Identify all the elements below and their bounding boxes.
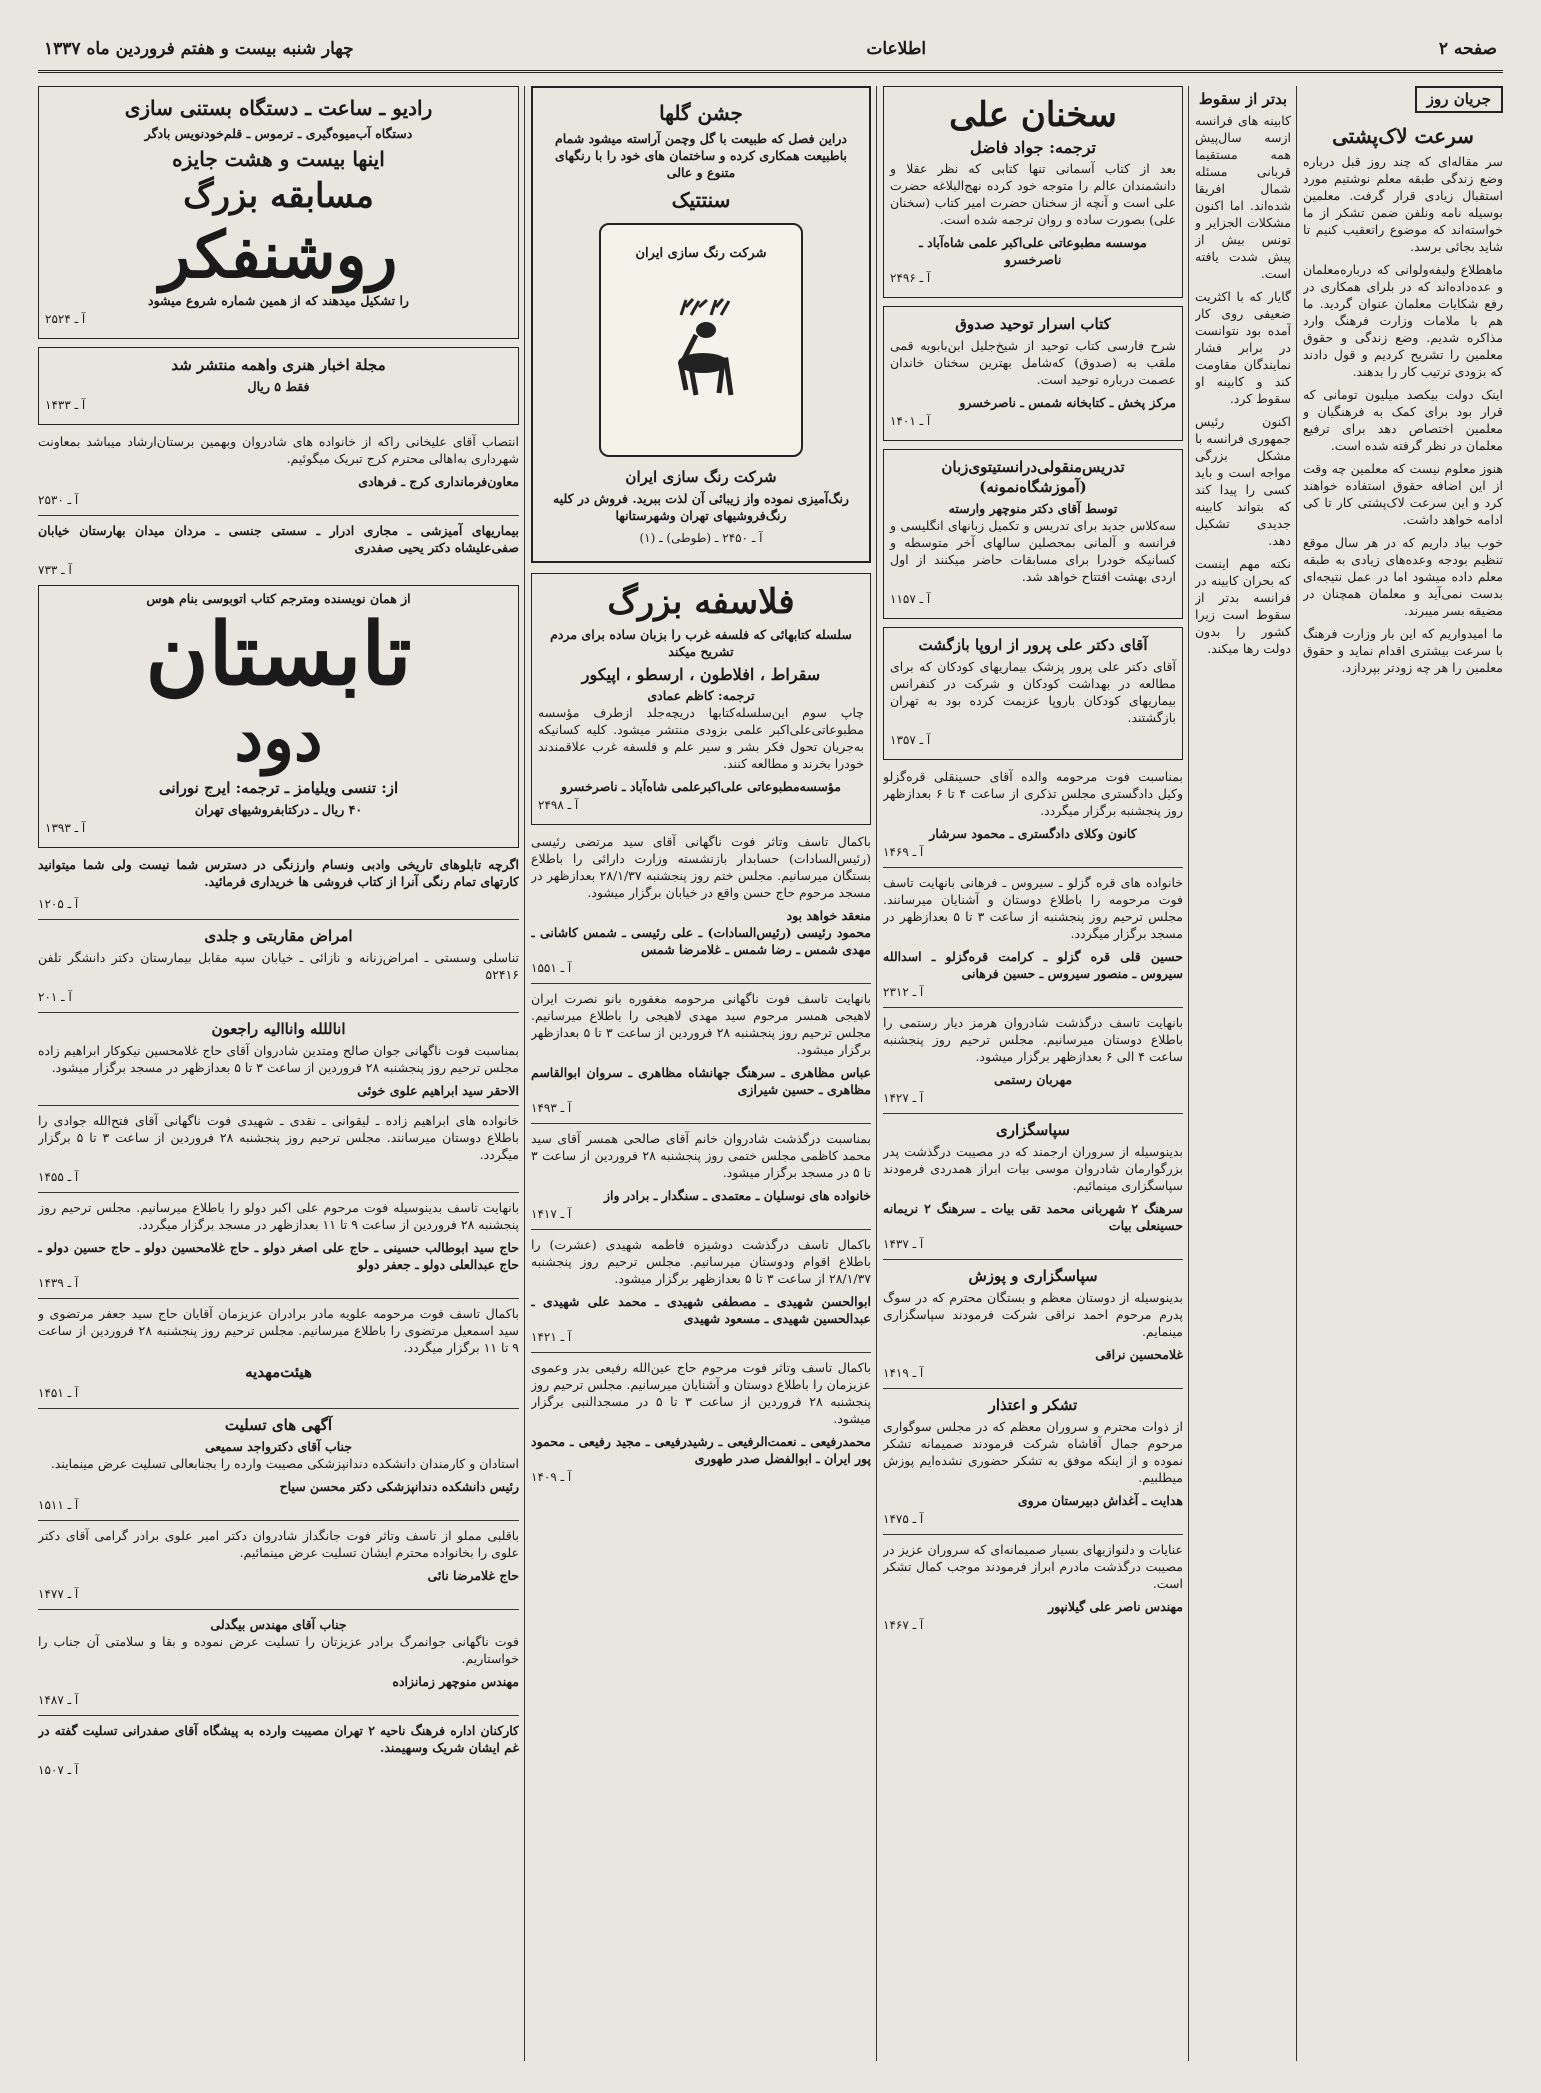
book-ad-tawhid <box>883 306 1183 441</box>
obituary-notice: بانهایت تاسف درگذشت شادروان هرمز دیار رستمی را باطلاع دوستان میرسانیم. مجلس ترحیم روز پنجشنبه ساعت ۴ الی ۶ بعدازظهر برگزار میشود. <box>883 1015 1183 1064</box>
postcard-ad: اگرچه تابلوهای تاریخی وادبی ونسام وارزنگی در دسترس شما نیست ولی شما میتوانید کارتهای تمام رنگی آنرا از کتاب فروشی ها خریداری فرمائید. <box>38 857 519 889</box>
ad-reference: آ ـ ۱۴۶۹ <box>883 845 924 859</box>
analysis-title: بدتر از سقوط <box>1198 90 1288 108</box>
ad-headline: مجلة اخبار هنری واهمه منتشر شد <box>171 356 386 374</box>
separator <box>883 1388 1183 1389</box>
novel-title: تابستان <box>145 604 412 705</box>
art-magazine-ad <box>38 347 519 425</box>
ad-reference: آ ـ ۲۴۹۸ <box>538 798 579 812</box>
clinic-title: امراض مقاربتی و جلدی <box>204 927 353 945</box>
ad-reference: آ ـ ۲۰۱ <box>38 990 72 1004</box>
stag-icon <box>651 295 751 415</box>
ad-reference: آ ـ ۲۴۹۶ <box>890 271 931 285</box>
obituary-notice: بمناسبت فوت مرحومه والده آقای حسینقلی قره‌گزلو وکیل دادگستری مجلس تذکری از ساعت ۴ تا ۶ بعدازظهر روز پنجشنبه برگزار میگردد. <box>883 769 1183 818</box>
separator <box>38 515 519 516</box>
obituary-notice: باکمال تاسف درگذشت دوشیزه فاطمه شهیدی (عشرت) را باطلاع اقوام ودوستان میرسانیم. مجلس ترحیم روز پنجشنبه ۲۸/۱/۳۷ از ساعت ۳ تا ۵ بعدازظهر برگزار میشود. <box>531 1237 871 1286</box>
notice-title: تشکر و اعتذار <box>988 1396 1078 1414</box>
column-classifieds <box>38 86 519 2061</box>
notice-signature: مهندس منوچهر زمانزاده <box>392 1674 519 1689</box>
separator <box>38 1298 519 1299</box>
ad-reference: آ ـ ۲۴۵۰ ـ (طوطی) ـ (۱) <box>639 531 763 545</box>
ad-subtitle: توسط آقای دکتر منوچهر وارسته <box>948 501 1118 516</box>
paint-advertisement <box>531 86 871 563</box>
editorial-paragraph: خوب بیاد داریم که در هر سال موقع تنظیم بودجه وعده‌های زیادی به طبقه معلم داده میشود اما در عمل نتیجه‌ای بدست نمی‌آید و معلمان همچنان در مضیقه بسر میبرند. <box>1303 535 1503 618</box>
obituary-notice: باکمال تاسف فوت مرحومه علویه مادر برادران عزیزمان آقایان حاج سید جعفر مرتضوی و سید اسمعیل مرتضوی را باطلاع میرسانیم. مجلس ترحیم روز پنجشنبه ۲۸ فروردین از ساعت ۹ تا ۱۱ برگزار میگردد. <box>38 1306 519 1355</box>
book-title: فلاسفه بزرگ <box>607 582 795 622</box>
separator <box>38 1715 519 1716</box>
notice-signature: مهندس ناصر علی گیلانپور <box>1048 1599 1183 1614</box>
analysis-paragraph: گایار که با اکثریت ضعیفی روی کار آمده بود نتوانست در برابر فشار نمایندگان مقاومت کند و کابینه او سقوط کرد. <box>1195 289 1291 406</box>
separator <box>38 919 519 920</box>
novel-title-second: دود <box>234 701 323 776</box>
ad-reference: آ ـ ۱۱۵۷ <box>890 592 931 606</box>
column-rule <box>524 86 525 2061</box>
novel-ad <box>38 585 519 848</box>
obituary-notice: بمناسبت فوت ناگهانی جوان صالح ومتدین شادروان آقای حاج غلامحسین نیکوکار ابراهیم زاده مجلس ترحیم روز پنجشنبه ۲۸ فروردین از ساعت ۳ تا ۵ بعدازظهر در مسجد برگزار میشود. <box>38 1043 519 1075</box>
notice-title: سپاسگزاری و پوزش <box>968 1267 1098 1285</box>
ad-price: فقط ۵ ریال <box>247 379 310 394</box>
editorial-paragraph: هنوز معلوم نیست که معلمین چه وقت از این اضافه حقوق استفاده خواهند کرد و این سرعت لاک‌پشتی کار تا کی ادامه خواهد داشت. <box>1303 461 1503 527</box>
notice-extra: منعقد خواهد بود <box>786 908 871 923</box>
notice-signature: مهربان رستمی <box>993 1072 1073 1087</box>
book-title: کتاب اسرار توحید صدوق <box>955 315 1111 333</box>
editorial-paragraph: اینک دولت بیکصد میلیون تومانی که قرار بود برای کمک به فرهنگیان و معلمین اختصاص دهد برای ترفیع معلمان در نظر گرفته شده است. <box>1303 387 1503 453</box>
separator <box>38 1105 519 1106</box>
notice-title: جناب آقای مهندس بیگدلی <box>210 1617 347 1632</box>
book-translator: ترجمه: کاظم عمادی <box>647 688 755 703</box>
issue-date: چهار شنبه بیست و هفتم فروردین ماه ۱۳۳۷ <box>44 39 354 59</box>
notice-signature: محمدرفیعی ـ نعمت‌الرفیعی ـ رشیدرفیعی ـ مجید رفیعی ـ محمود پور ایران ـ ابوالفضل صدر طهوری <box>531 1434 871 1466</box>
newspaper-page <box>38 28 1503 2068</box>
ad-reference: آ ـ ۲۵۲۴ <box>45 312 86 326</box>
notice-title: آگهی های تسلیت <box>224 1416 333 1434</box>
obituary-notice: خانواده های ابراهیم زاده ـ لیقوانی ـ نقدی ـ شهیدی فوت ناگهانی آقای فتح‌الله جوادی را باطلاع دوستان میرسانند. مجلس ترحیم روز پنجشنبه ۲۸ فروردین از ساعت ۳ تا ۵ برگزار میگردد. <box>38 1113 519 1162</box>
ad-reference: آ ـ ۱۴۵۱ <box>38 1386 79 1400</box>
ad-reference: آ ـ ۱۳۵۷ <box>890 733 931 747</box>
analysis-paragraph: کابینه های فرانسه ازسه سال‌پیش همه مستقیما قربانی مسئله شمال افریقا شده‌اند. اما اکنون مشکلات الجزایر و تونس بیش از پیش شدت یافته است. <box>1195 113 1291 281</box>
obituary-notice: خانواده های قره گزلو ـ سیروس ـ فرهانی بانهایت تاسف فوت مرحومه را باطلاع دوستان و آشنایان میرسانند. مجلس ترحیم روز پنجشنبه از ساعت ۳ تا ۵ بعدازظهر در مسجد برگزار میگردد. <box>883 875 1183 941</box>
book-ad-sokhanan-ali <box>883 86 1183 298</box>
ad-reference: آ ـ ۱۴۱۷ <box>531 1207 572 1221</box>
notice-signature: الاحقر سید ابراهیم علوی خوئی <box>357 1083 519 1098</box>
separator <box>883 1534 1183 1535</box>
ad-footer: رنگ‌آمیزی نموده واز زیبائی آن لذت ببرید. فروش در کلیه رنگ‌فروشیهای تهران وشهرستانها <box>553 491 849 523</box>
notice-title: سپاسگزاری <box>996 1121 1070 1139</box>
company-name: شرکت رنگ سازی ایران <box>625 468 777 486</box>
editorial-title: سرعت لاک‌پشتی <box>1332 124 1474 148</box>
notice-signature: حاج غلامرضا نائی <box>427 1568 519 1583</box>
notice-signature: سرهنگ ۲ شهربانی محمد تقی بیات ـ سرهنگ ۲ نریمانه حسینعلی بیات <box>883 1201 1183 1233</box>
novel-price: ۴۰ ریال ـ درکتابفروشیهای تهران <box>194 802 363 817</box>
can-label: شرکت رنگ سازی ایران <box>635 246 767 261</box>
notice-signature: هیئت‌مهدیه <box>245 1363 312 1381</box>
ad-reference: آ ـ ۱۴۷۵ <box>883 1512 924 1526</box>
condolence-notice: استادان و کارمندان دانشکده دندانپزشکی مصیبت وارده را بجنابعالی تسلیت عرض مینمایند. <box>50 1456 519 1471</box>
column-editorial <box>1303 86 1503 2061</box>
separator <box>531 1352 871 1353</box>
separator <box>531 1229 871 1230</box>
clinic-ad: تناسلی وسستی ـ امراض‌زنانه و نازائی ـ خیابان سپه مقابل بیمارستان دکتر دانشگر تلفن ۵۲۴۱۶ <box>38 950 519 982</box>
analysis-paragraph: نکته مهم اینست که بحران کابینه در فرانسه بدتر از سقوط است زیرا کشور را بدون دولت رها میکند. <box>1195 556 1291 656</box>
ad-contest: مسابقه بزرگ <box>183 176 374 216</box>
ad-text: دراین فصل که طبیعت با گل وچمن آراسته میشود شمام باطبیعت همکاری کرده و ساختمان های خود را با رنگهای متنوع و عالی <box>554 131 848 180</box>
obituary-notice: بانهایت تاسف فوت ناگهانی مرحومه مغفوره بانو نصرت ایران لاهیجی همسر مرحوم سید مهدی لاهیجی را باطلاع میرسانیم. مجلس ترحیم روز پنجشنبه ۲۸ فروردین از ساعت ۳ تا ۵ بعدازظهر برگزار میشود. <box>531 991 871 1057</box>
book-description: بعد از کتاب آسمانی تنها کتابی که نظر عقلا و دانشمندان عالم را متوجه خود کرده نهج‌البلاغه حضرت علی است و آنچه از سخنان حضرت امیر کتاب (سخنان علی) بصورت ساده و روان ترجمه شده است. <box>890 161 1176 227</box>
ad-reference: آ ـ ۱۵۱۱ <box>38 1498 79 1512</box>
ad-reference: آ ـ ۱۴۰۱ <box>890 414 931 428</box>
notice-signature: کانون وکلای دادگستری ـ محمود سرشار <box>929 826 1137 841</box>
editorial-paragraph: سر مقاله‌ای که چند روز قبل درباره وضع زندگی طبقه معلم نوشتیم مورد استقبال زیادی قرار گرفت. معلمین بوسیله نامه ونلفن ضمن تشکر از ما خواسته‌اند که موضوع راتعقیب کنیم تا شاید بجائی برسد. <box>1303 154 1503 254</box>
thanks-notice: بدینوسیله از سروران ارجمند که در مصیبت درگذشت پدر بزرگوارمان شادروان موسی بیات ابراز همدردی فرمودند سپاسگزاری مینمائیم. <box>883 1144 1183 1193</box>
ad-reference: آ ـ ۱۴۲۷ <box>883 1091 924 1105</box>
column-rule <box>876 86 877 2061</box>
notice-title: آقای دکتر علی پرور از اروپا بازگشت <box>918 636 1148 654</box>
notice-title: اناللله وانااليه راجعون <box>211 1020 346 1038</box>
brand-name: سنتتیک <box>671 188 731 212</box>
ad-title: تدریس‌منقولی‌در‌انستیتوی‌زبان (آموزشگاه‌نمونه) <box>941 458 1125 496</box>
separator <box>883 867 1183 868</box>
column-rule <box>1296 86 1297 2061</box>
ad-reference: آ ـ ۱۴۰۹ <box>531 1470 572 1484</box>
ad-reference: آ ـ ۲۵۳۰ <box>38 493 79 507</box>
book-description: شرح فارسی کتاب توحید از شیخ‌جلیل ابن‌بابویه قمی ملقب به (صدوق) که‌شامل بهترین سخنان خاندان عصمت درباره توحید است. <box>890 338 1176 387</box>
ad-reference: آ ـ ۱۵۰۷ <box>38 1763 79 1777</box>
ad-reference: آ ـ ۱۴۳۹ <box>38 1276 79 1290</box>
thanks-notice: از ذوات محترم و سروران معظم که در مجلس سوگواری مرحوم جمال آقاشاه شرکت فرمودند صمیمانه تشکر نموده و از اینکه موفق به تشکر حضوری نشده‌ایم پوزش میطلبیم. <box>883 1419 1183 1485</box>
ad-reference: آ ـ ۱۴۹۳ <box>531 1101 572 1115</box>
book-ad-philosophers <box>531 573 871 825</box>
language-institute-ad <box>883 449 1183 619</box>
notice-signature: غلامحسین نراقی <box>1095 1347 1183 1362</box>
clinic-ad: بیماریهای آمیزشی ـ مجاری ادرار ـ سستی جنسی ـ مردان میدان بهارستان خیابان صفی‌علیشاه دکتر یحیی صفدری <box>38 523 519 555</box>
paper-name: اطلاعات <box>866 39 927 59</box>
notice-subtitle: جناب آقای دکترواجد سمیعی <box>204 1439 353 1454</box>
column-analysis <box>1195 86 1291 2061</box>
novel-author: از: تنسی ویلیامز ـ ترجمه: ایرج نورانی <box>158 779 399 797</box>
separator <box>883 1007 1183 1008</box>
ad-reference: آ ـ ۱۲۰۵ <box>38 897 79 911</box>
editorial-paragraph: ما امیدواریم که این بار وزارت فرهنگ با سرعت بیشتری اقدام نماید و حقوق معلمین را هر چه زودتر بپردازد. <box>1303 626 1503 675</box>
column-rule <box>1188 86 1189 2061</box>
book-details: چاپ سوم این‌سلسله‌کتابها دریچه‌جلد ازطرف مؤسسه مطبوعاتی‌علی‌اکبر علمی بزودی منتشر میشود. کلیه کسانیکه به‌جریان تحول فکر بشر و سیر علم و فلسفه غرب علاقمندند خودرا بخرند و مطالعه کنند. <box>538 705 864 771</box>
ad-headline: رادیو ـ ساعت ـ دستگاه بستنی سازی <box>124 96 433 120</box>
book-publisher: موسسه مطبوعاتی علی‌اکبر علمی شاه‌آباد ـ ناصرخسرو <box>919 235 1147 267</box>
analysis-paragraph: اکنون رئیس جمهوری فرانسه با مشکل بزرگی مواجه است و باید کسی را پیدا کند که بتواند کابینه جدیدی تشکیل دهد. <box>1195 414 1291 548</box>
separator <box>531 983 871 984</box>
separator <box>38 1192 519 1193</box>
book-names: سقراط ، افلاطون ، ارسطو ، اپیکور <box>581 665 821 684</box>
separator <box>38 1609 519 1610</box>
ad-reference: آ ـ ۱۴۳۳ <box>45 398 86 412</box>
notice-body: آقای دکتر علی پرور پزشک بیماریهای کودکان که برای مطالعه در بهداشت کودکان و شرکت در کنفرانس بیماریهای کودکان باروپا عزیمت کرده بود به تهران بازگشتند. <box>890 659 1176 725</box>
book-publisher: مرکز پخش ـ کتابخانه شمس ـ ناصرخسرو <box>959 395 1176 410</box>
notice-signature: ابوالحسن شهیدی ـ مصطفی شهیدی ـ محمد علی شهیدی ـ عبدالحسین شهیدی ـ مسعود شهیدی <box>531 1294 871 1326</box>
magazine-contest-ad <box>38 86 519 339</box>
notice-signature: معاون‌فرمانداری کرج ـ فرهادی <box>358 474 519 489</box>
notice-signature: حسین قلی قره گزلو ـ کرامت قره‌گزلو ـ اسدالله سیروس ـ منصور سیروس ـ حسین فرهانی <box>883 949 1183 981</box>
obituary-notice: بمناسبت درگذشت شادروان خانم آقای صالحی همسر آقای سید محمد کاظمی مجلس ختمی روز پنجشنبه ۲۸ فروردین از ساعت ۳ تا ۵ در مسجد برگزار میشود. <box>531 1131 871 1180</box>
notice-signature: رئیس دانشکده دندانپزشکی دکتر محسن سیاح <box>279 1479 519 1494</box>
ad-reference: آ ـ ۱۳۹۳ <box>45 821 86 835</box>
notice-signature: عباس مظاهری ـ سرهنگ جهانشاه مظاهری ـ سروان ابوالقاسم مظاهری ـ حسین شیرازی <box>531 1065 871 1097</box>
column-ads-obituaries <box>531 86 871 2061</box>
separator <box>531 1123 871 1124</box>
ad-reference: آ ـ ۱۴۵۵ <box>38 1170 79 1184</box>
book-translator: ترجمه: جواد فاضل <box>970 138 1096 157</box>
ad-reference: آ ـ ۱۵۵۱ <box>531 961 572 975</box>
ad-title: جشن گلها <box>659 101 743 125</box>
notice-signature: محمود رئیسی (رئیس‌السادات) ـ علی رئیسی ـ شمس کاشانی ـ مهدی شمس ـ رضا شمس ـ غلامرضا شمس <box>531 925 871 957</box>
ad-body: سه‌کلاس جدید برای تدریس و تکمیل زبانهای انگلیسی و فرانسه و آلمانی بمحصلین سالهای آخر متوسطه و کسانیکه خودرا برای مسابقات حاضر میکنند از اول اردی بهشت افتتاح خواهد شد. <box>890 518 1176 584</box>
ad-footer: را تشکیل میدهند که از همین شماره شروع میشود <box>148 293 409 308</box>
ad-reference: آ ـ ۱۴۲۱ <box>531 1330 572 1344</box>
ad-reference: آ ـ ۷۳۳ <box>38 563 72 577</box>
magazine-name: روشنفکر <box>159 218 398 293</box>
thanks-notice: عنایات و دلنوازیهای بسیار صمیمانه‌ای که سروران عزیز در مصیبت درگذشت مادرم ابراز فرمودند موجب کمال تشکر است. <box>883 1542 1183 1591</box>
notice-signature: هدایت ـ آغداش دبیرستان مروی <box>1017 1493 1183 1508</box>
separator <box>38 1408 519 1409</box>
book-description: سلسله کتابهائی که فلسفه غرب را بزبان ساده برای مردم تشریح میکند <box>550 627 852 659</box>
editorial-paragraph: ماهطلاع ولیفه‌ولوانی که درباره‌معلمان و عده‌داده‌اند که در بلرای همکاری در رفع شکایات معلمان عنوان گردید. ما هم با ملامات وزارت فرهنگ وارد مذاکره شدیم. وضع زندگی و حقوق معلمین را تشریح کردیم و قول دادند که بزودی ترتیب کار را بدهند. <box>1303 262 1503 379</box>
separator <box>883 1259 1183 1260</box>
ad-prizes: اینها بیست و هشت جایزه <box>172 147 385 171</box>
congratulation-notice: انتصاب آقای علیخانی راکه از خانواده های شادروان وبهمین برستان‌ارشاد میباشد بمعاونت شهرداری به‌اهالی محترم کرج تبریک میگوئیم. <box>38 434 519 466</box>
condolence-notice: فوت ناگهانی جوانمرگ برادر عزیزتان را تسلیت عرض نموده و بقا و سلامتی آن جناب را خواستاریم. <box>38 1634 519 1666</box>
ad-reference: آ ـ ۱۴۳۷ <box>883 1237 924 1251</box>
separator <box>38 1520 519 1521</box>
condolence-notice: کارکنان اداره فرهنگ ناحیه ۲ تهران مصیبت وارده به پیشگاه آقای صفدرانی تسلیت گفته در غم ایشان شریک وسهیمند. <box>38 1723 519 1755</box>
ad-reference: آ ـ ۱۴۱۹ <box>883 1366 924 1380</box>
notice-signature: حاج سید ابوطالب حسینی ـ حاج علی اصغر دولو ـ حاج غلامحسین دولو ـ حاج حسین دولو ـ حاج عبدالعلی دولو ـ جعفر دولو <box>38 1240 519 1272</box>
column-books-notices <box>883 86 1183 2061</box>
ad-reference: آ ـ ۲۳۱۲ <box>883 985 924 999</box>
masthead <box>38 28 1503 73</box>
book-publisher: مؤسسه‌مطبوعاتی علی‌اکبرعلمی شاه‌آباد ـ ناصرخسرو <box>560 779 841 794</box>
section-tag: جریان روز <box>1415 86 1503 113</box>
obituary-notice: باکمال تاسف وتاثر فوت مرحوم حاج عین‌الله رفیعی بدر وعموی عزیزمان را باطلاع دوستان و آشنایان میرسانیم. مجلس ترحیم روز پنجشنبه ۲۸ فروردین از ساعت ۳ تا ۵ در مسجدالنبی برگزار میشود. <box>531 1360 871 1426</box>
condolence-notice: باقلبی مملو از تاسف وتاثر فوت جانگداز شادروان دکتر امیر علوی برادر گرامی آقای دکتر علوی را بخانواده محترم ایشان تسلیت عرض مینمائیم. <box>38 1528 519 1560</box>
ad-reference: آ ـ ۱۴۷۷ <box>38 1587 79 1601</box>
thanks-notice: بدینوسیله از دوستان معظم و بستگان محترم که در سوگ پدرم مرحوم احمد نراقی شرکت فرمودند سپاسگزاری مینمایم. <box>883 1290 1183 1339</box>
separator <box>38 1012 519 1013</box>
ad-reference: آ ـ ۱۴۶۷ <box>883 1618 924 1632</box>
separator <box>883 1113 1183 1114</box>
ad-reference: آ ـ ۱۴۸۷ <box>38 1693 79 1707</box>
ad-line: دستگاه آب‌میوه‌گیری ـ ترموس ـ قلم‌خودنویس بادگر <box>144 126 413 141</box>
notice-signature: خانواده های نوسلیان ـ معتمدی ـ سنگدار ـ برادر واز <box>604 1188 871 1203</box>
paint-can-illustration <box>599 223 803 457</box>
book-title: سخنان علی <box>949 95 1117 135</box>
obituary-notice: بانهایت تاسف بدینوسیله فوت مرحوم علی اکبر دولو را باطلاع میرسانیم. مجلس ترحیم روز پنجشنبه ۲۸ فروردین از ساعت ۹ تا ۱۱ بعدازظهر در مسجد برگزار میگردد. <box>38 1200 519 1232</box>
page-number: صفحه ۲ <box>1438 39 1497 59</box>
obituary-notice: باکمال تاسف وتاثر فوت ناگهانی آقای سید مرتضی رئیسی (رئیس‌السادات) حسابدار بازنشسته وزارت دارائی را باطلاع بستگان میرسانیم. مجلس ختم روز پنجشنبه ۲۸/۱/۳۷ بعدازظهر در مسجد مرحوم حاج حسن واقع در خیابان برگزار میشود. <box>531 834 871 900</box>
doctor-return-notice <box>883 627 1183 760</box>
ad-intro: از همان نویسنده ومترجم کتاب اتوبوسی بنام هوس <box>146 591 411 606</box>
